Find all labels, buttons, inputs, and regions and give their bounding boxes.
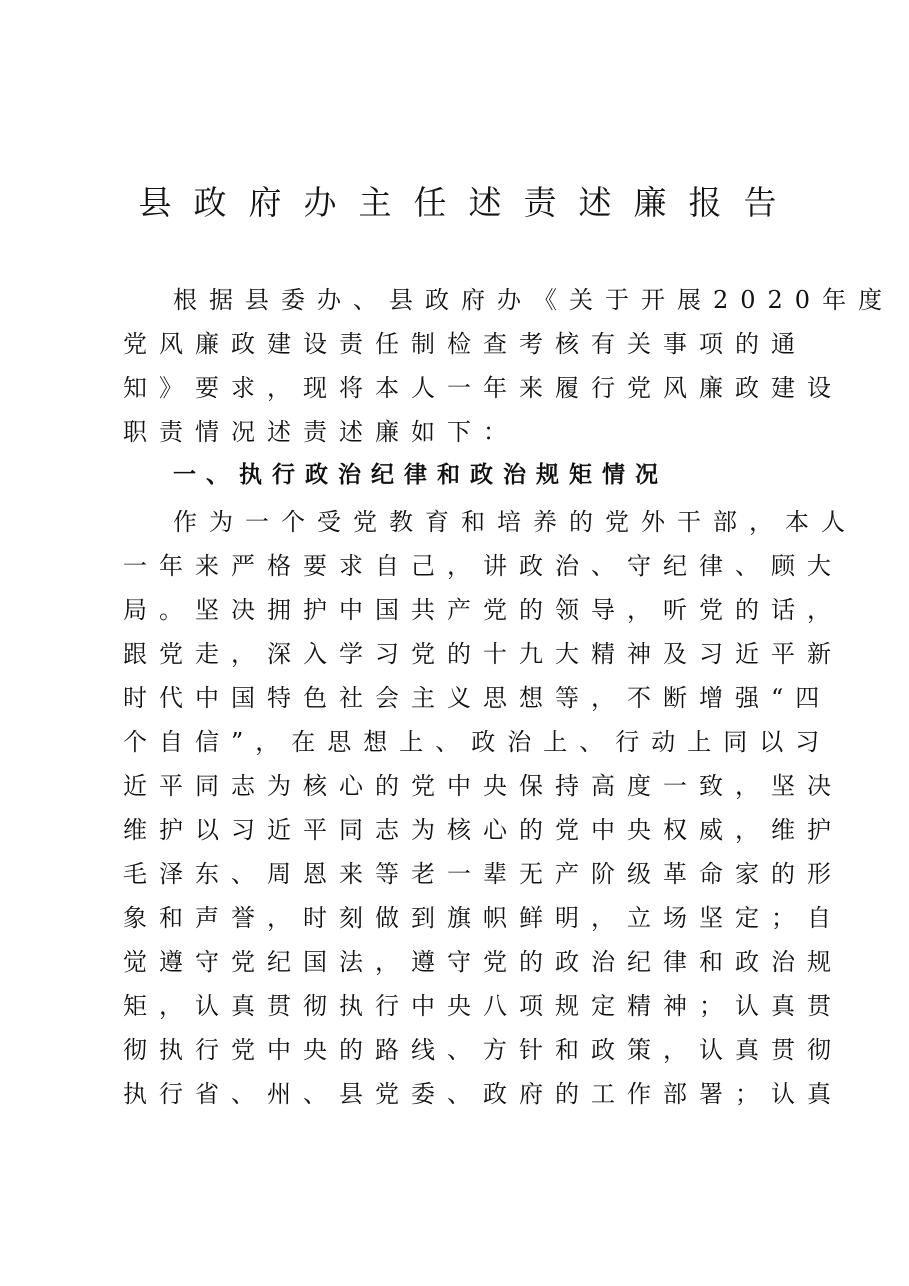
intro-line: 根据县委办、县政府办《关于开展2020年度 bbox=[173, 286, 895, 314]
document-title: 县政府办主任述责述廉报告 bbox=[138, 183, 799, 222]
body-line: 毛泽东、周恩来等老一辈无产阶级革命家的形 bbox=[123, 860, 843, 888]
body-line: 一年来严格要求自己，讲政治、守纪律、顾大 bbox=[123, 552, 843, 580]
body-line: 象和声誉，时刻做到旗帜鲜明，立场坚定；自 bbox=[123, 904, 843, 932]
intro-line: 知》要求，现将本人一年来履行党风廉政建设 bbox=[123, 374, 843, 402]
body-line: 彻执行党中央的路线、方针和政策，认真贯彻 bbox=[123, 1036, 843, 1064]
body-line: 时代中国特色社会主义思想等，不断增强“四 bbox=[123, 684, 832, 712]
section-heading: 一、执行政治纪律和政治规矩情况 bbox=[173, 462, 668, 488]
body-line: 个自信”，在思想上、政治上、行动上同以习 bbox=[123, 728, 832, 756]
body-line: 作为一个受党教育和培养的党外干部，本人 bbox=[173, 508, 857, 536]
body-line: 维护以习近平同志为核心的党中央权威，维护 bbox=[123, 816, 843, 844]
body-line: 跟党走，深入学习党的十九大精神及习近平新 bbox=[123, 640, 843, 668]
body-line: 执行省、州、县党委、政府的工作部署；认真 bbox=[123, 1080, 843, 1108]
body-line: 近平同志为核心的党中央保持高度一致，坚决 bbox=[123, 772, 843, 800]
body-line: 局。坚决拥护中国共产党的领导，听党的话， bbox=[123, 596, 843, 624]
body-line: 觉遵守党纪国法，遵守党的政治纪律和政治规 bbox=[123, 948, 843, 976]
intro-line: 职责情况述责述廉如下： bbox=[123, 418, 519, 446]
intro-line: 党风廉政建设责任制检查考核有关事项的通 bbox=[123, 330, 807, 358]
body-line: 矩，认真贯彻执行中央八项规定精神；认真贯 bbox=[123, 992, 843, 1020]
